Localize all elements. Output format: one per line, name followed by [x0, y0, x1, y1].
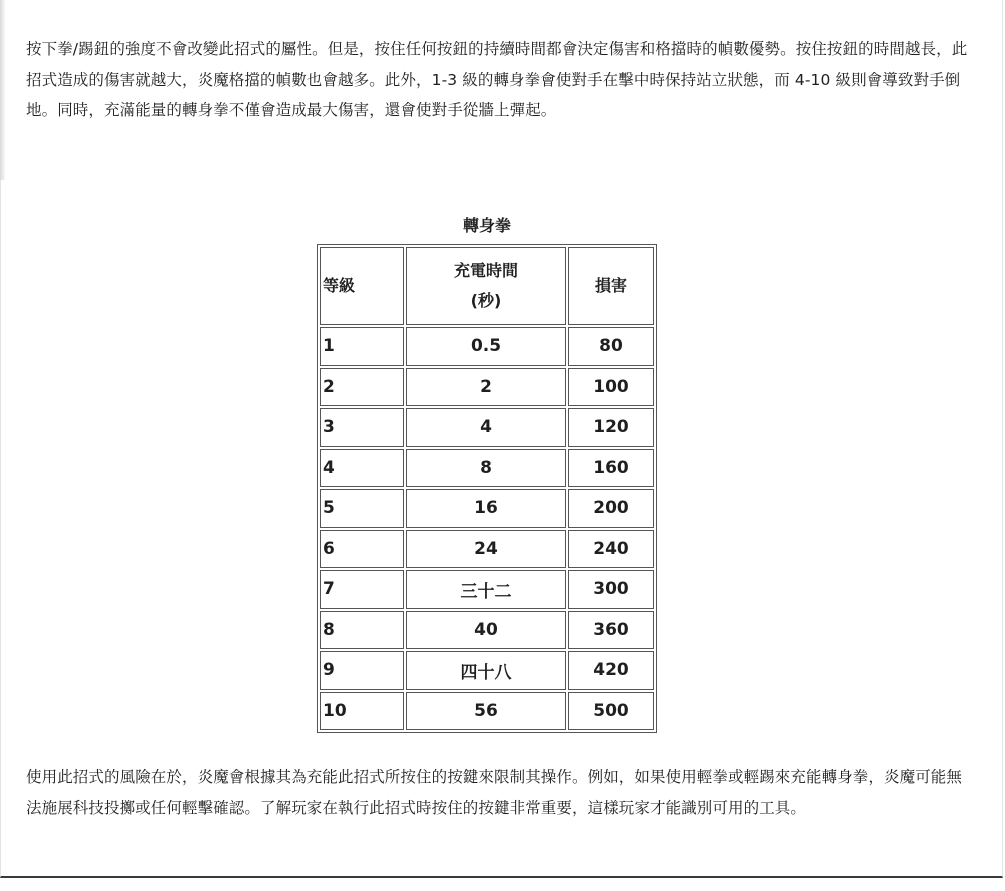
header-damage: 損害 [568, 247, 654, 325]
cell-damage: 160 [568, 449, 654, 488]
cell-damage: 500 [568, 692, 654, 731]
spin-punch-table [317, 244, 657, 733]
cell-charge-time: 2 [406, 368, 566, 407]
left-edge-shadow [0, 0, 6, 180]
table-header-row [320, 247, 654, 325]
header-charge-time-line1: 充電時間 [453, 261, 518, 280]
cell-level: 4 [320, 449, 404, 488]
header-charge-time [406, 247, 566, 325]
intro-paragraph: 按下拳/踢鈕的強度不會改變此招式的屬性。但是，按住任何按鈕的持續時間都會決定傷害和格擋時的幀數優勢。按住按鈕的時間越長，此招式造成的傷害就越大，炎魔格擋的幀數也會越多。此外，1-3 級的轉身拳會使對手在擊中時保持站立狀態，而 4-10 級則會導致對手倒地。同時，充滿能量的轉身拳不僅會造成最大傷害，還會使對手從牆上彈起。 [26, 40, 968, 119]
table-row [320, 449, 654, 488]
cell-level: 3 [320, 408, 404, 447]
table-row [320, 611, 654, 650]
table-row [320, 530, 654, 569]
cell-charge-time: 16 [406, 489, 566, 528]
cell-level: 6 [320, 530, 404, 569]
cell-charge-time: 4 [406, 408, 566, 447]
table-row [320, 408, 654, 447]
cell-charge-time: 56 [406, 692, 566, 731]
cell-charge-time: 24 [406, 530, 566, 569]
cell-charge-time: 8 [406, 449, 566, 488]
cell-damage: 360 [568, 611, 654, 650]
cell-charge-time: 0.5 [406, 327, 566, 366]
table-caption: 轉身拳 [462, 216, 511, 235]
cell-damage: 200 [568, 489, 654, 528]
cell-level: 10 [320, 692, 404, 731]
cell-damage: 240 [568, 530, 654, 569]
table-row [320, 692, 654, 731]
cell-level: 1 [320, 327, 404, 366]
cell-charge-time: 三十二 [406, 570, 566, 609]
cell-damage: 300 [568, 570, 654, 609]
cell-damage: 100 [568, 368, 654, 407]
cell-level: 9 [320, 651, 404, 690]
cell-charge-time: 四十八 [406, 651, 566, 690]
cell-damage: 420 [568, 651, 654, 690]
cell-level: 8 [320, 611, 404, 650]
cell-level: 7 [320, 570, 404, 609]
table-row [320, 327, 654, 366]
table-row [320, 489, 654, 528]
cell-level: 2 [320, 368, 404, 407]
table-row [320, 570, 654, 609]
cell-level: 5 [320, 489, 404, 528]
table-row [320, 651, 654, 690]
cell-damage: 120 [568, 408, 654, 447]
outro-paragraph: 使用此招式的風險在於，炎魔會根據其為充能此招式所按住的按鍵來限制其操作。例如，如果使用輕拳或輕踢來充能轉身拳，炎魔可能無法施展科技投擲或任何輕擊確認。了解玩家在執行此招式時按住的按鍵非常重要，這樣玩家才能識別可用的工具。 [26, 768, 963, 817]
table-row [320, 368, 654, 407]
cell-damage: 80 [568, 327, 654, 366]
header-charge-time-line2: (秒) [470, 291, 502, 310]
header-level: 等級 [320, 247, 404, 325]
cell-charge-time: 40 [406, 611, 566, 650]
